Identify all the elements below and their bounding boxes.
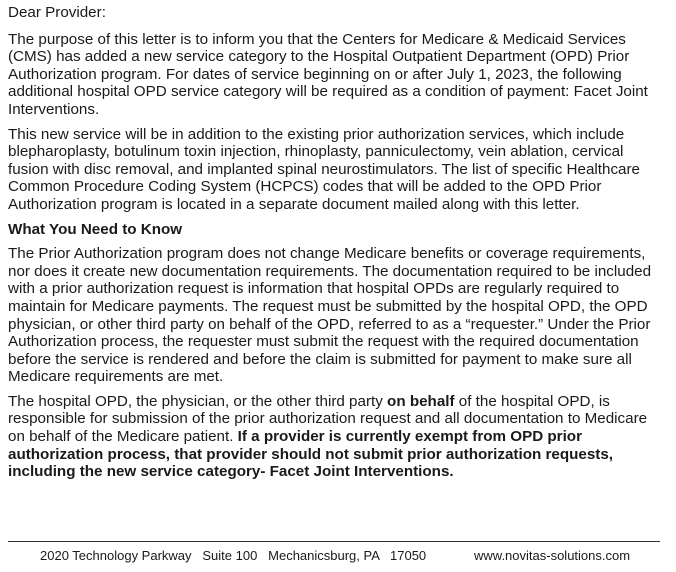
paragraph-responsibility: [8, 393, 658, 481]
responsibility-text-2: of the hospital OPD, is responsible for submission of the prior authorization request and all documentation to Medicare on behalf of the Medicare patient.: [8, 392, 648, 446]
paragraph-existing-services: This new service will be in addition to the existing prior authorization services, which include blepharoplasty, botulinum toxin injection, rhinoplasty, panniculectomy, vein ablation, cervical fusion with disc removal, and implanted spinal neurostimulators. The list of specific Healthcare Common Procedure Coding System (HCPCS) codes that will be added to the OPD Prior Authorization program is located in a separate document mailed along with this letter.: [8, 125, 640, 213]
responsibility-text-1: The hospital OPD, the physician, or the other third party: [8, 392, 388, 410]
paragraph-program-requirements: The Prior Authorization program does not change Medicare benefits or coverage requirements, nor does it create new documentation requirements. The documentation required to be included with a prior authorization request is information that hospital OPDs are regularly required to maintain for Medicare payments. The request must be submitted by the hospital OPD, the OPD physician, or other third party on behalf of the OPD, referred to as a “requester.” Under the Prior Authorization process, the requester must submit the request with the required documentation before the service is rendered and before the claim is submitted for payment to make sure all Medicare requirements are met.: [8, 245, 652, 386]
letter-body: [8, 4, 658, 488]
paragraph-purpose: The purpose of this letter is to inform you that the Centers for Medicare & Medicaid Services (CMS) has added a new service category to the Hospital Outpatient Department (OPD) Prior Authorization program. For dates of service beginning on or after July 1, 2023, the following additional hospital OPD service category will be required as a condition of payment: Facet Joint Interventions.: [8, 30, 648, 118]
footer-divider: [8, 541, 660, 542]
section-heading: What You Need to Know: [8, 220, 183, 238]
footer-website: www.novitas-solutions.com: [474, 548, 631, 563]
salutation: Dear Provider:: [8, 4, 106, 21]
footer-address: 2020 Technology Parkway Suite 100 Mechanicsburg, PA 17050: [40, 548, 427, 563]
exemption-notice: If a provider is currently exempt from OPD prior authorization process, that provider should not submit prior authorization requests, including the new service category- Facet Joint Interventions.: [8, 428, 614, 481]
responsibility-bold-on-behalf: on behalf: [387, 392, 455, 410]
